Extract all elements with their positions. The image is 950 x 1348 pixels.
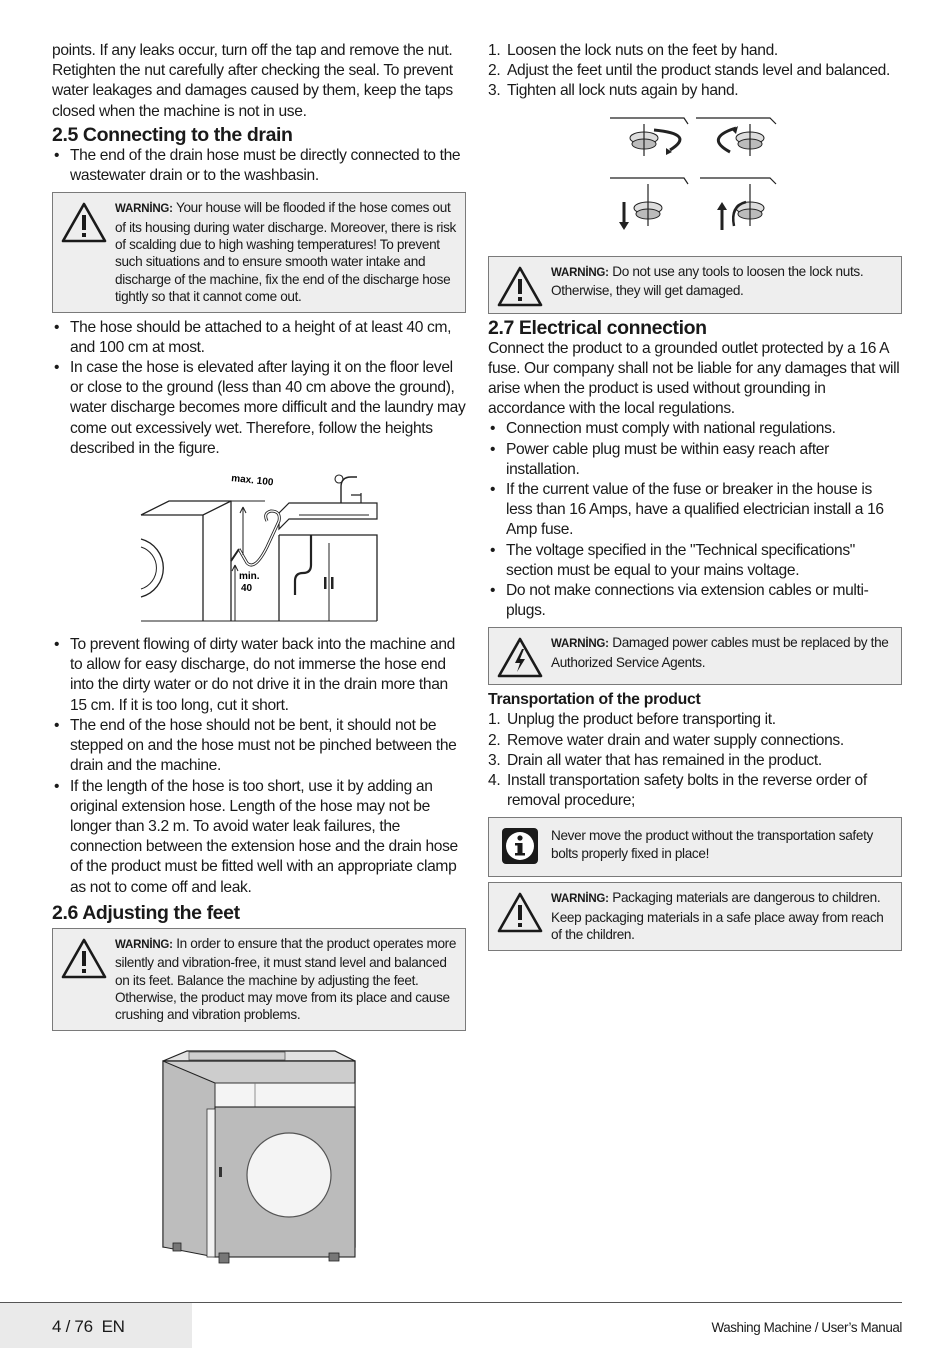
packaging-warning-text-block [551,889,893,943]
packaging-warning-box [488,882,902,950]
drain-bullets-1 [52,146,466,186]
list-item: 1. Loosen the lock nuts on the feet by hand. [488,42,778,59]
info-note-text: Never move the product without the transportation safety bolts properly fixed in place! [551,828,873,861]
water-supply-continued-text: points. If any leaks occur, turn off the tap and remove the nut. Retighten the nut carefully after checking the seal. To prevent water leakages and damages caused by them, keep the taps closed when the machine is not in use. [52,42,453,120]
tools-warning-box [488,256,902,314]
warning-text: Damaged power cables must be replaced by the Authorized Service Agents. [551,635,889,670]
transport-heading: Transportation of the product [488,691,701,709]
feet-warning-box [52,928,466,1031]
info-note-box [488,817,902,877]
list-item: • Power cable plug must be within easy reach after installation. [488,440,902,480]
tools-warning-text-block [551,263,893,300]
drain-bullets-2 [52,318,466,459]
lock-nut-figure [488,110,902,238]
warning-triangle-icon [53,935,115,979]
list-item: • The end of the drain hose must be directly connected to the wastewater drain or to the washbasin. [52,146,466,186]
feet-steps [488,41,902,102]
washing-machine-illustration [159,1047,359,1265]
feet-heading: 2.6 Adjusting the feet [52,901,240,924]
feet-warning-text-block [115,935,457,1024]
warning-text: Do not use any tools to loosen the lock nuts. Otherwise, they will get damaged. [551,263,864,299]
warning-label: WARNİNG: [115,938,173,951]
right-column [488,38,902,956]
list-item: 4. Install transportation safety bolts in the reverse order of removal procedure; [488,772,867,810]
info-icon [489,824,551,866]
cable-warning-box [488,627,902,685]
warning-label: WARNİNG: [551,638,609,651]
list-item: • If the length of the hose is too short, use it by adding an original extension hose. Length of the hose may not be longer than 3.2 m. To avoid water leak failures, the connection between the extension hose and the drain hose of the product must be fitted well with an appropriate clamp as not to come off and leak. [52,777,466,898]
page-number: 4 / 76 EN [52,1317,125,1336]
warning-text: In order to ensure that the product operates more silently and vibration-free, it must stand level and balanced on its feet. Balance the machine by adjusting the feet. Otherwise, the product may move from its place and cause crushing and vibration problems. [115,935,457,1023]
max-height-label: max. 100 [230,473,274,489]
electrical-bullets [488,419,902,621]
list-item: • The hose should be attached to a height of at least 40 cm, and 100 cm at most. [52,318,466,358]
warning-triangle-icon [489,263,551,307]
electrical-intro: Connect the product to a grounded outlet protected by a 16 A fuse. Our company shall not be liable for any damages that will arise when the product is used without grounding in accordance with the local regulations. [488,339,900,418]
lock-nut-illustration [600,110,790,238]
transport-steps [488,710,902,811]
cable-warning-text-block [551,634,893,671]
drain-warning-box [52,192,466,312]
footer-divider [0,1302,902,1303]
electrical-heading: 2.7 Electrical connection [488,316,707,339]
warning-label: WARNİNG: [551,893,609,906]
list-item: • If the current value of the fuse or breaker in the house is less than 16 Amps, have a qualified electrician install a 16 Amp fuse. [488,480,902,541]
warning-triangle-icon [53,199,115,243]
drain-height-figure [52,473,466,623]
warning-text: Your house will be flooded if the hose comes out of its housing during water discharge. Moreover, there is risk of scalding due to high washing temperatures! To prevent such situations and to ensure smooth water intake and discharge of the machine, fix the end of the discharge hose tightly so that it cannot come out. [115,200,456,305]
drain-heading: 2.5 Connecting to the drain [52,123,293,146]
list-item: 2. Remove water drain and water supply connections. [488,731,844,749]
list-item: • The end of the hose should not be bent, it should not be stepped on and the hose must not be pinched between the drain and the machine. [52,716,466,777]
warning-text: Packaging materials are dangerous to children. Keep packaging materials in a safe place away from reach of the children. [551,890,884,943]
list-item: • The voltage specified in the "Technical specifications" section must be equal to your mains voltage. [488,541,902,581]
list-item: • Connection must comply with national regulations. [488,419,902,439]
list-item: 3. Drain all water that has remained in the product. [488,751,822,769]
list-item: • Do not make connections via extension cables or multi-plugs. [488,581,902,621]
electric-hazard-icon [489,634,551,678]
drain-height-illustration [139,473,379,623]
warning-label: WARNİNG: [551,266,609,279]
min-height-value: 40 [241,583,253,595]
washing-machine-figure [52,1047,466,1265]
list-item: • In case the hose is elevated after laying it on the floor level or close to the ground (less than 40 cm above the ground), water discharge becomes more difficult and the laundry may come out excessively wet. Therefore, follow the heights described in the figure. [52,358,466,459]
list-item: 1. Unplug the product before transporting it. [488,711,776,729]
manual-title: Washing Machine / User’s Manual [711,1320,902,1335]
list-item: 2. Adjust the feet until the product stands level and balanced. [488,62,890,80]
drain-bullets-3 [52,635,466,898]
drain-warning-text-block [115,199,457,305]
left-column [52,38,466,1265]
list-item: 3. Tighten all lock nuts again by hand. [488,82,739,100]
warning-label: WARNİNG: [115,203,173,216]
min-height-label: min. [239,571,260,583]
warning-triangle-icon [489,889,551,933]
list-item: • To prevent flowing of dirty water back into the machine and to allow for easy discharge, do not immerse the hose end into the dirty water or do not drive it in the drain more than 15 cm. If it is too long, cut it short. [52,635,466,716]
